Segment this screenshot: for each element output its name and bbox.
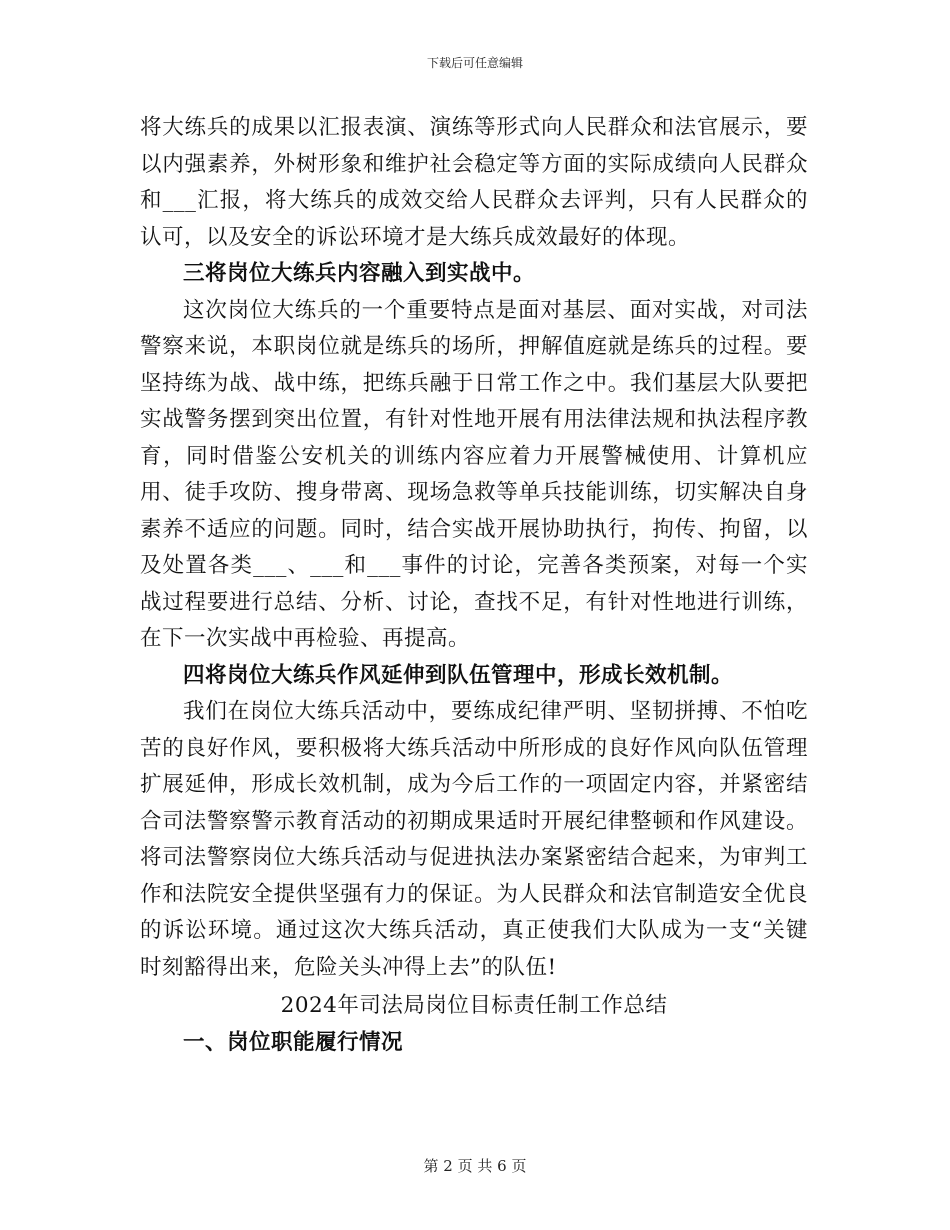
- section-heading-4: 四将岗位大练兵作风延伸到队伍管理中，形成长效机制。: [183, 662, 734, 688]
- document-body: [140, 110, 808, 1061]
- paragraph-3: 这次岗位大练兵的一个重要特点是面对基层、面对实战，对司法警察来说，本职岗位就是练兵的场所，押解值庭就是练兵的过程。要坚持练为战、战中练，把练兵融于日常工作之中。我们基层大队要把实战警务摆到突出位置，有针对性地开展有用法律法规和执法程序教育，同时借鉴公安机关的训练内容应着力开展警械使用、计算机应用、徒手攻防、搜身带离、现场急救等单兵技能训练，切实解决自身素养不适应的问题。同时，结合实战开展协助执行，拘传、拘留，以及处置各类___、___和___事件的讨论，完善各类预案，对每一个实战过程要进行总结、分析、讨论，查找不足，有针对性地进行训练，在下一次实战中再检验、再提高。: [140, 297, 808, 651]
- page-header: 下载后可任意编辑: [426, 56, 523, 70]
- paragraph-4: 我们在岗位大练兵活动中，要练成纪律严明、坚韧拼搏、不怕吃苦的良好作风，要积极将大练兵活动中所形成的良好作风向队伍管理扩展延伸，形成长效机制，成为今后工作的一项固定内容，并紧密结合司法警察警示教育活动的初期成果适时开展纪律整顿和作风建设。将司法警察岗位大练兵活动与促进执法办案紧密结合起来，为审判工作和法院安全提供坚强有力的保证。为人民群众和法官制造安全优良的诉讼环境。通过这次大练兵活动，真正使我们大队成为一支“关键时刻豁得出来，危险关头冲得上去”的队伍!: [140, 699, 808, 980]
- page-footer: 第 2 页 共 6 页: [423, 1157, 527, 1175]
- paragraph-continuation: 将大练兵的成果以汇报表演、演练等形式向人民群众和法官展示，要以内强素养，外树形象和维护社会稳定等方面的实际成绩向人民群众和___汇报，将大练兵的成效交给人民群众去评判，只有人民群众的认可，以及安全的诉讼环境才是大练兵成效最好的体现。: [140, 115, 808, 250]
- section-heading-1: 一、岗位职能履行情况: [183, 1029, 404, 1055]
- section-heading-3: 三将岗位大练兵内容融入到实战中。: [183, 261, 536, 286]
- document-title: 2024年司法局岗位目标责任制工作总结: [280, 993, 668, 1018]
